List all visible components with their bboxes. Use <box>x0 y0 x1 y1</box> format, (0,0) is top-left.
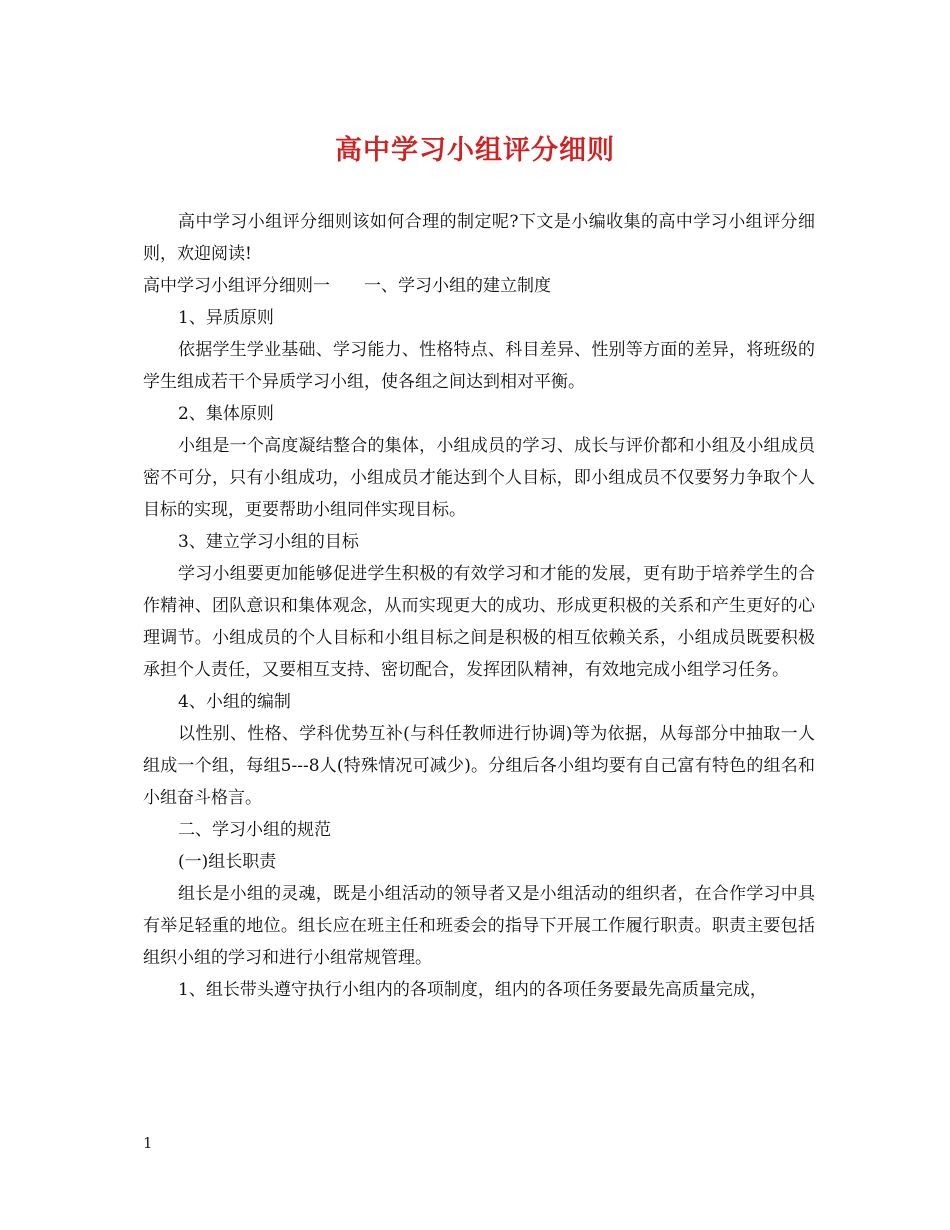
paragraph: 二、学习小组的规范 <box>178 820 331 840</box>
paragraph: 3、建立学习小组的目标 <box>178 532 359 552</box>
paragraph: 1、组长带头遵守执行小组内的各项制度，组内的各项任务要最先高质量完成， <box>178 980 767 1000</box>
document-title: 高中学习小组评分细则 <box>335 135 615 166</box>
paragraph: 依据学生学业基础、学习能力、性格特点、科目差异、性别等方面的差异，将班级的学生组成若干个异质学习小组，使各组之间达到相对平衡。 <box>143 340 815 392</box>
paragraph: 以性别、性格、学科优势互补(与科任教师进行协调)等为依据，从每部分中抽取一人组成一个组，每组5---8人(特殊情况可减少)。分组后各小组均要有自己富有特色的组名和小组奋斗格言。 <box>143 724 815 808</box>
paragraph: 学习小组要更加能够促进学生积极的有效学习和才能的发展，更有助于培养学生的合作精神、团队意识和集体观念，从而实现更大的成功、形成更积极的关系和产生更好的心理调节。小组成员的个人目标和小组目标之间是积极的相互依赖关系，小组成员既要积极承担个人责任，又要相互支持、密切配合，发挥团队精神，有效地完成小组学习任务。 <box>143 564 815 680</box>
document-body <box>143 206 815 1006</box>
paragraph: 1、异质原则 <box>178 308 274 328</box>
paragraph: 2、集体原则 <box>178 404 274 424</box>
paragraph: 高中学习小组评分细则该如何合理的制定呢?下文是小编收集的高中学习小组评分细则，欢迎阅读! <box>143 212 815 264</box>
paragraph: 高中学习小组评分细则一 一、学习小组的建立制度 <box>143 276 551 296</box>
paragraph: 4、小组的编制 <box>178 692 291 712</box>
paragraph: 组长是小组的灵魂，既是小组活动的领导者又是小组活动的组织者，在合作学习中具有举足轻重的地位。组长应在班主任和班委会的指导下开展工作履行职责。职责主要包括组织小组的学习和进行小组常规管理。 <box>143 884 815 968</box>
paragraph: (一)组长职责 <box>178 852 277 872</box>
paragraph: 小组是一个高度凝结整合的集体，小组成员的学习、成长与评价都和小组及小组成员密不可分，只有小组成功，小组成员才能达到个人目标，即小组成员不仅要努力争取个人目标的实现，更要帮助小组同伴实现目标。 <box>143 436 815 520</box>
page-number: 1 <box>143 1134 153 1152</box>
